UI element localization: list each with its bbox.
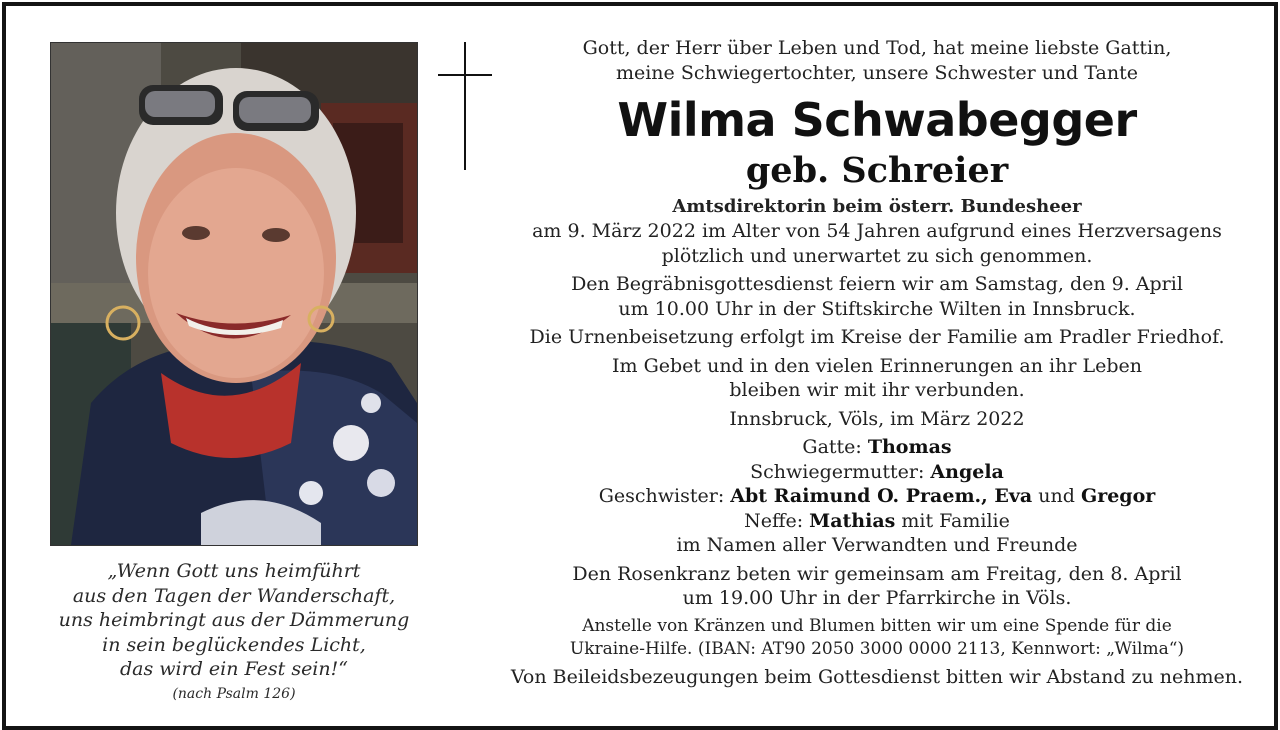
quote-line: das wird ein Fest sein!“ [120,658,348,680]
portrait-photo [50,42,418,546]
cross-icon [438,42,494,176]
quote-line: in sein beglückendes Licht, [102,633,366,656]
prayer-line: bleiben wir mit ihr verbunden. [729,379,1025,401]
sibling-name: Gregor [1080,485,1156,507]
obituary-notice [2,2,1278,730]
birth-name: geb. Schreier [745,150,1009,191]
place-date: Innsbruck, Völs, im März 2022 [729,407,1025,430]
quote-line: „Wenn Gott uns heimführt [107,560,361,582]
sibling-names: Abt Raimund O. Praem., Eva [730,485,1033,507]
donation-line: Ukraine-Hilfe. (IBAN: AT90 2050 3000 0000 2113, Kennwort: „Wilma“) [569,638,1185,659]
nephew-label: Neffe: [744,509,804,532]
mother-in-law-label: Schwiegermutter: [750,460,925,483]
prayer-line: Im Gebet und in den vielen Erinnerungen an ihr Leben [612,354,1142,377]
nephew-name: Mathias [809,509,896,532]
quote-line: aus den Tagen der Wanderschaft, [72,584,396,607]
spouse-name: Thomas [867,436,952,458]
family-nephew [488,509,1266,534]
nephew-suffix: mit Familie [901,509,1010,532]
rosary-line: um 19.00 Uhr in der Pfarrkirche in Völs. [682,587,1072,609]
siblings-label: Geschwister: [598,485,725,507]
donation-line: Anstelle von Kränzen und Blumen bitten wir um eine Spende für die [582,615,1172,636]
notice-text [488,36,1266,689]
relatives-line: im Namen aller Verwandten und Freunde [676,534,1078,556]
condolence-line: Von Beileidsbezeugungen beim Gottesdienst bitten wir Abstand zu nehmen. [510,665,1244,688]
funeral-line: Den Begräbnisgottesdienst feiern wir am Samstag, den 9. April [571,273,1183,295]
family-siblings [488,484,1266,509]
deceased-name: Wilma Schwabegger [617,93,1137,147]
death-line: plötzlich und unerwartet zu sich genommen. [661,244,1093,267]
family-spouse [488,435,1266,460]
intro-line: Gott, der Herr über Leben und Tod, hat meine liebste Gattin, [582,37,1172,59]
rosary-line: Den Rosenkranz beten wir gemeinsam am Freitag, den 8. April [572,562,1182,585]
occupation: Amtsdirektorin beim österr. Bundesheer [672,196,1082,217]
quote-source: (nach Psalm 126) [172,685,296,702]
family-mother-in-law [488,460,1266,485]
funeral-line: um 10.00 Uhr in der Stiftskirche Wilten in Innsbruck. [618,297,1136,320]
quote-line: uns heimbringt aus der Dämmerung [58,609,410,631]
mother-in-law-name: Angela [930,460,1004,483]
and-word: und [1038,485,1075,507]
psalm-quote [50,559,418,705]
death-line: am 9. März 2022 im Alter von 54 Jahren aufgrund eines Herzversagens [532,220,1222,242]
urn-line: Die Urnenbeisetzung erfolgt im Kreise der Familie am Pradler Friedhof. [529,326,1225,348]
intro-line: meine Schwiegertochter, unsere Schwester und Tante [615,61,1139,84]
spouse-label: Gatte: [802,436,862,458]
